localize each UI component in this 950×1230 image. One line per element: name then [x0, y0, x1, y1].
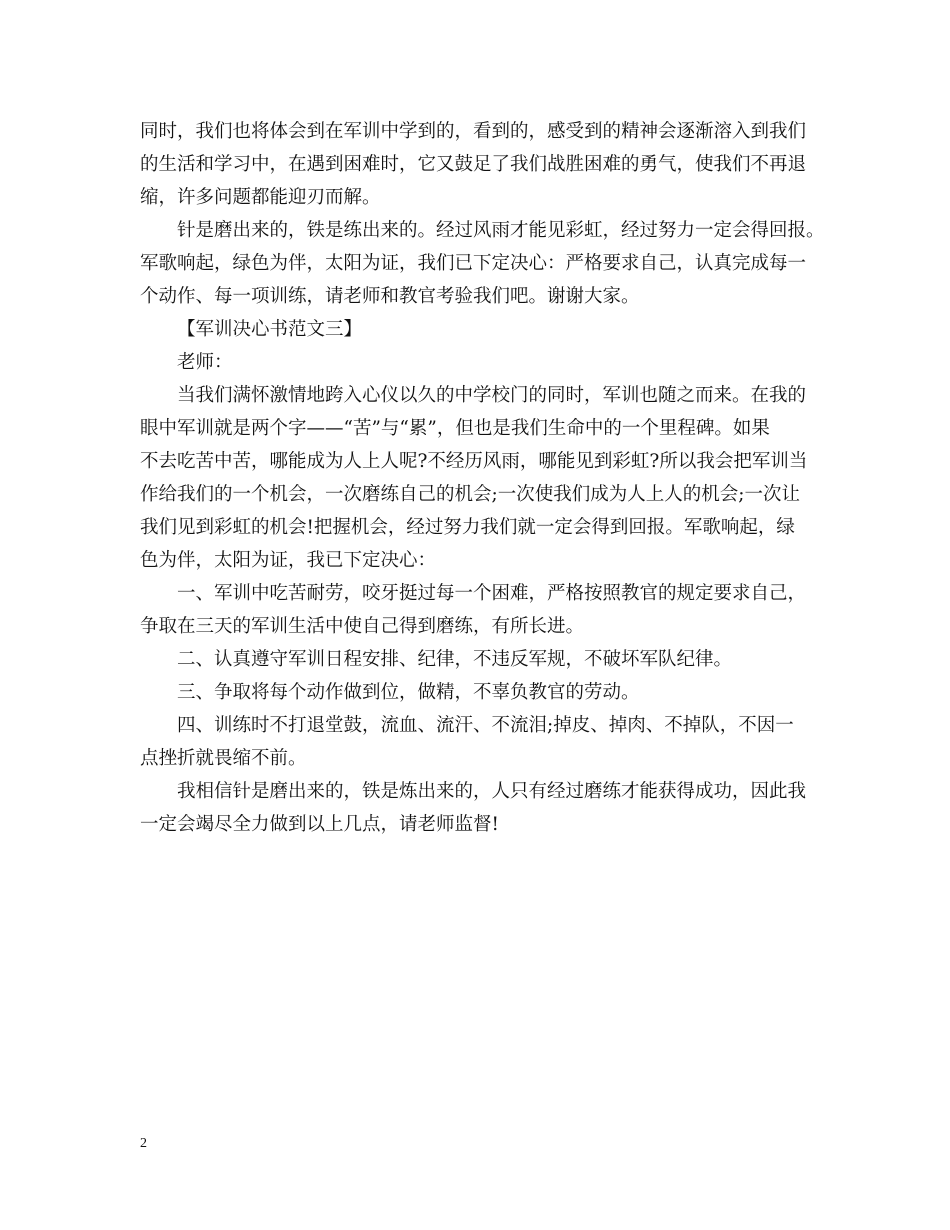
text-line: 个动作、每一项训练，请老师和教官考验我们吧。谢谢大家。 [140, 286, 640, 307]
page-number: 2 [140, 1136, 147, 1151]
document-body [140, 115, 825, 841]
text-line: 我相信针是磨出来的，铁是炼出来的，人只有经过磨练才能获得成功，因此我 [177, 781, 807, 802]
list-item: 二、认真遵守军训日程安排、纪律，不违反军规，不破坏军队纪律。 [177, 649, 733, 670]
list-item: 一、军训中吃苦耐劳，咬牙挺过每一个困难，严格按照教官的规定要求自己， [177, 583, 807, 604]
text-line: 当我们满怀激情地跨入心仪以久的中学校门的同时，军训也随之而来。在我的 [177, 385, 807, 406]
text-line: 一定会竭尽全力做到以上几点，请老师监督! [140, 814, 499, 835]
text-line: 色为伴，太阳为证，我已下定决心： [140, 550, 437, 571]
text-line: 作给我们的一个机会，一次磨练自己的机会;一次使我们成为人上人的机会;一次让 [140, 484, 800, 505]
list-item: 四、训练时不打退堂鼓，流血、流汗、不流泪;掉皮、掉肉、不掉队，不因一 [177, 715, 794, 736]
text-line: 军歌响起，绿色为伴，太阳为证，我们已下定决心：严格要求自己，认真完成每一 [140, 253, 807, 274]
text-line: 点挫折就畏缩不前。 [140, 748, 307, 769]
text-line: 眼中军训就是两个字——“苦”与“累”，但也是我们生命中的一个里程碑。如果 [140, 418, 770, 439]
text-line: 我们见到彩虹的机会!把握机会，经过努力我们就一定会得到回报。军歌响起，绿 [140, 517, 795, 538]
text-line: 针是磨出来的，铁是练出来的。经过风雨才能见彩虹，经过努力一定会得回报。 [177, 220, 825, 241]
list-item: 三、争取将每个动作做到位，做精，不辜负教官的劳动。 [177, 682, 640, 703]
text-line: 缩，许多问题都能迎刃而解。 [140, 187, 381, 208]
text-line: 争取在三天的军训生活中使自己得到磨练，有所长进。 [140, 616, 585, 637]
salutation: 老师： [177, 352, 233, 373]
text-line: 的生活和学习中，在遇到困难时，它又鼓足了我们战胜困难的勇气，使我们不再退 [140, 154, 807, 175]
section-heading: 【军训决心书范文三】 [177, 319, 363, 340]
text-line: 不去吃苦中苦，哪能成为人上人呢?不经历风雨，哪能见到彩虹?所以我会把军训当 [140, 451, 808, 472]
text-line: 同时，我们也将体会到在军训中学到的，看到的，感受到的精神会逐渐溶入到我们 [140, 121, 807, 142]
